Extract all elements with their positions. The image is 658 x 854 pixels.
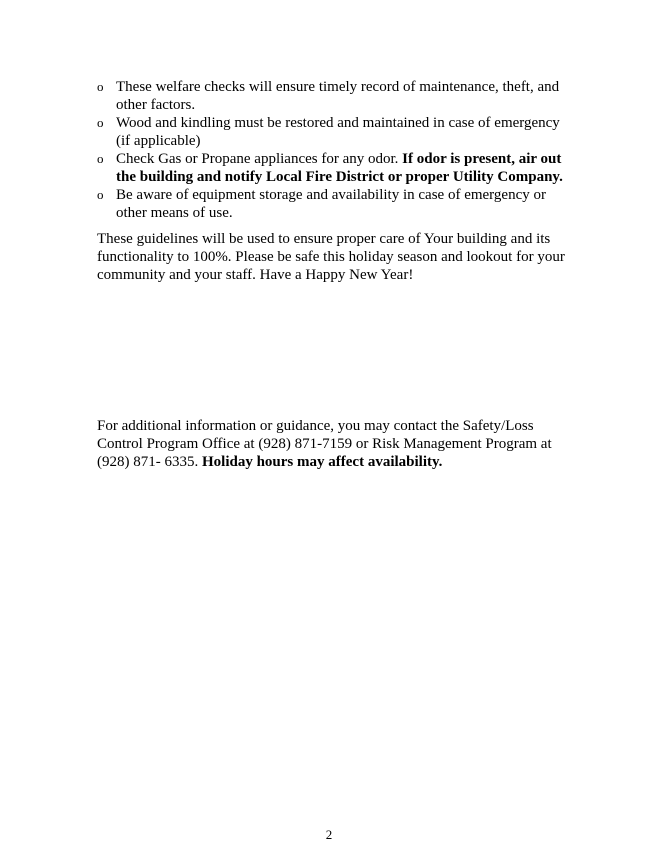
contact-text: For additional information or guidance, you may contact the Safety/Loss Control Program Office at (928) 871-7159 or Risk Management Program at (928) 871- 6335. [97, 418, 552, 470]
holiday-hours-notice: Holiday hours may affect availability. [202, 454, 443, 470]
hollow-bullet-icon: o [97, 151, 104, 166]
bullet-text: Check Gas or Propane appliances for any odor. [116, 151, 403, 167]
bullet-text: Be aware of equipment storage and availability in case of emergency or other means of use. [116, 187, 546, 221]
bullet-bold-warning: If odor is present, air out the building and notify Local Fire District or proper Utility Company. [116, 151, 563, 185]
bullet-item-wood-kindling [97, 114, 577, 150]
bullet-text: Wood and kindling must be restored and maintained in case of emergency (if applicable) [116, 115, 560, 149]
bullet-item-equipment-storage [97, 186, 577, 222]
hollow-bullet-icon: o [97, 115, 104, 130]
hollow-bullet-icon: o [97, 187, 104, 202]
bullet-item-gas-propane [97, 150, 577, 186]
guidelines-bullet-list [97, 78, 577, 222]
hollow-bullet-icon: o [97, 79, 104, 94]
contact-paragraph [97, 417, 577, 471]
guidelines-paragraph: These guidelines will be used to ensure proper care of Your building and its functionality to 100%. Please be safe this holiday season and lookout for your community and your staff. Have a Happy New Year! [97, 231, 565, 283]
bullet-item-welfare-checks [97, 78, 577, 114]
bullet-text: These welfare checks will ensure timely record of maintenance, theft, and other factors. [116, 79, 560, 113]
page-number: 2 [325, 827, 333, 842]
